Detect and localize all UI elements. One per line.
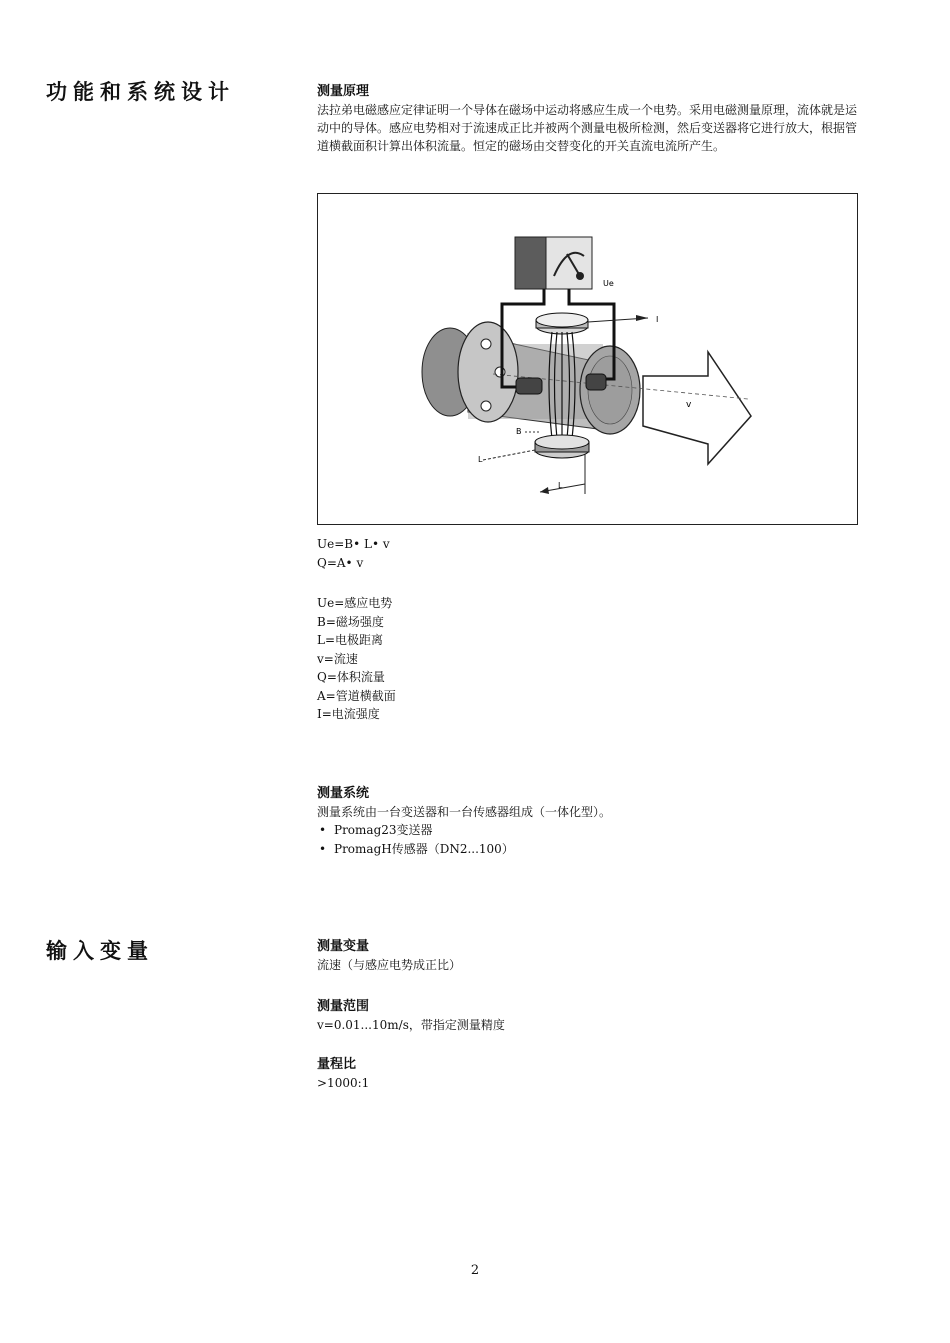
bullet-icon: • [319, 823, 327, 837]
label-i: I [656, 315, 659, 324]
definition-item: A=管道横截面 [317, 688, 396, 703]
measuring-range-heading: 测量范围 [317, 999, 370, 1014]
measured-variable-block [317, 935, 862, 974]
principle-heading: 测量原理 [317, 84, 370, 99]
turndown-block [317, 1053, 862, 1092]
section-title-function-design: 功能和系统设计 [46, 80, 235, 104]
bullet-icon: • [319, 842, 327, 856]
electrode-right [586, 374, 606, 390]
gauge-needle-icon [576, 272, 584, 280]
system-list-item [317, 840, 862, 859]
system-heading: 测量系统 [317, 786, 370, 801]
definition-item: v=流速 [317, 651, 358, 666]
principle-text: 法拉弟电磁感应定律证明一个导体在磁场中运动将感应生成一个电势。采用电磁测量原理，流体就是运动中的导体。感应电势相对于流速成正比并被两个测量电极所检测，然后变送器将它进行放大，根据管道横截面积计算出体积流量。恒定的磁场由交替变化的开关直流电流所产生。 [317, 103, 858, 153]
definition-item: Q=体积流量 [317, 670, 385, 684]
electromagnetic-principle-figure [317, 193, 858, 525]
system-list-item [317, 821, 862, 840]
label-b: B [516, 427, 522, 436]
system-item-label: Promag23变送器 [334, 823, 433, 837]
label-v: v [686, 400, 692, 410]
label-l-bottom: L [558, 481, 563, 490]
measured-variable-heading: 测量变量 [317, 939, 370, 954]
principle-block [317, 80, 862, 155]
label-ue: Ue [603, 279, 614, 288]
definition-list [317, 594, 862, 724]
definition-item: I=电流强度 [317, 707, 380, 721]
measured-variable-text: 流速（与感应电势成正比） [317, 958, 462, 972]
definition-item: L=电极距离 [317, 633, 384, 647]
flowmeter-diagram [318, 194, 857, 524]
definition-item: Ue=感应电势 [317, 596, 393, 610]
formula-line: Ue=B• L• v [317, 537, 390, 551]
measuring-range-block [317, 995, 862, 1034]
section-title-input-variables: 输入变量 [46, 939, 154, 963]
electrode-left [516, 378, 542, 394]
label-l-left: L [478, 455, 483, 464]
system-text: 测量系统由一台变送器和一台传感器组成（一体化型）。 [317, 805, 612, 819]
turndown-text: >1000:1 [317, 1076, 370, 1090]
definition-item: B=磁场强度 [317, 614, 384, 629]
formula-line: Q=A• v [317, 555, 364, 570]
turndown-heading: 量程比 [317, 1057, 357, 1072]
page-number: 2 [470, 1263, 480, 1278]
system-item-label: PromagH传感器（DN2...100） [334, 842, 514, 856]
flow-arrow-icon [643, 352, 751, 464]
formula-block [317, 535, 862, 572]
system-block [317, 782, 862, 859]
measuring-range-text: v=0.01...10m/s，带指定测量精度 [317, 1018, 505, 1032]
